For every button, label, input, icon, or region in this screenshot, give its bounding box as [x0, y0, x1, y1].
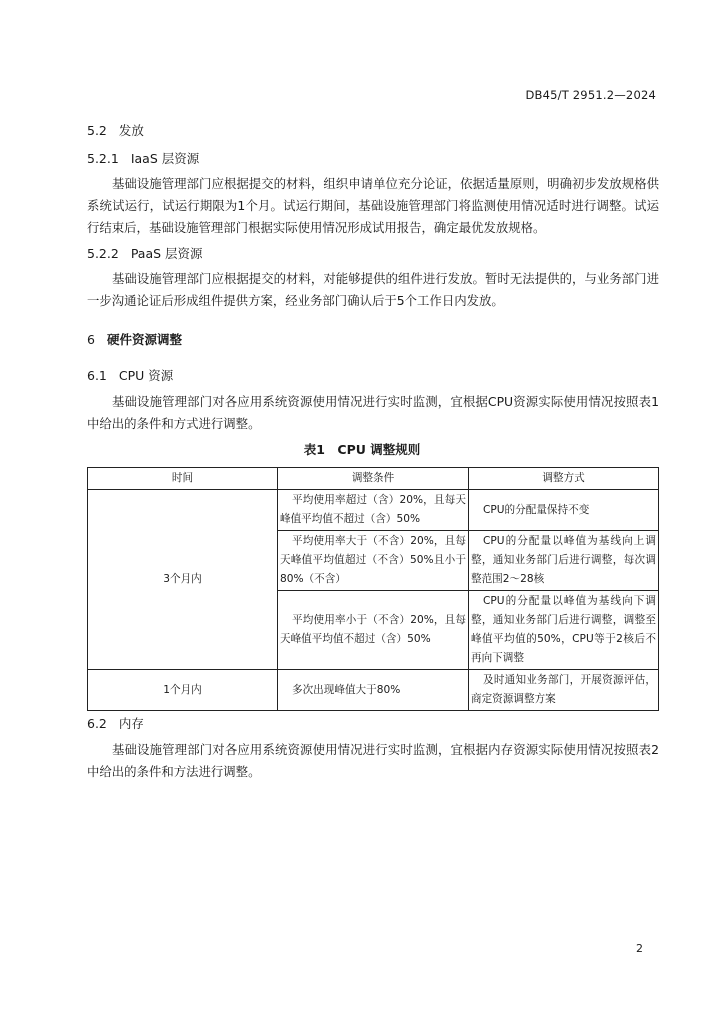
header-condition: 调整条件 [278, 468, 469, 490]
heading-title: CPU 资源 [118, 368, 174, 383]
heading-number: 5.2 [87, 123, 107, 138]
heading-number: 5.2.1 [87, 151, 119, 166]
header-method: 调整方式 [469, 468, 659, 490]
cell-condition: 多次出现峰值大于80% [278, 670, 469, 711]
cpu-adjustment-table [87, 467, 659, 711]
heading-6 [87, 330, 182, 348]
heading-title: 内存 [118, 716, 144, 731]
paragraph-5-2-1: 基础设施管理部门应根据提交的材料，组织申请单位充分论证，依据适量原则，明确初步发放规格供系统试运行，试运行期限为1个月。试运行期间，基础设施管理部门将监测使用情况适时进行调整。试运行结束后，基础设施管理部门根据实际使用情况形成试用报告，确定最优发放规格。 [87, 176, 659, 235]
heading-title: IaaS 层资源 [130, 151, 200, 166]
cell-method: CPU的分配量以峰值为基线向上调整，通知业务部门后进行调整，每次调整范围2～28核 [469, 531, 659, 591]
table-header-row [88, 468, 659, 490]
paragraph-5-2-2: 基础设施管理部门应根据提交的材料，对能够提供的组件进行发放。暂时无法提供的，与业务部门进一步沟通论证后形成组件提供方案，经业务部门确认后于5个工作日内发放。 [87, 271, 659, 308]
page-number: 2 [636, 942, 643, 955]
heading-number: 6 [87, 332, 95, 347]
paragraph-6-2: 基础设施管理部门对各应用系统资源使用情况进行实时监测，宜根据内存资源实际使用情况按照表2中给出的条件和方法进行调整。 [87, 742, 659, 779]
cell-condition: 平均使用率超过（含）20%，且每天峰值平均值不超过（含）50% [278, 490, 469, 531]
heading-number: 6.2 [87, 716, 107, 731]
table-row [88, 670, 659, 711]
cell-time: 3个月内 [88, 490, 278, 670]
document-code: DB45/T 2951.2—2024 [525, 88, 656, 102]
heading-6-2 [87, 714, 144, 732]
table-row [88, 490, 659, 531]
cell-condition: 平均使用率小于（不含）20%，且每天峰值平均值不超过（含）50% [278, 591, 469, 670]
heading-title: 硬件资源调整 [106, 332, 182, 347]
heading-5-2-2 [87, 244, 203, 262]
heading-number: 6.1 [87, 368, 107, 383]
header-time: 时间 [88, 468, 278, 490]
table-caption: 表1 CPU 调整规则 [303, 442, 421, 457]
heading-title: 发放 [118, 123, 144, 138]
cell-method: 及时通知业务部门，开展资源评估，商定资源调整方案 [469, 670, 659, 711]
cell-condition: 平均使用率大于（不含）20%，且每天峰值平均值超过（不含）50%且小于80%（不含） [278, 531, 469, 591]
cell-method: CPU的分配量保持不变 [469, 490, 659, 531]
heading-5-2-1 [87, 149, 199, 167]
heading-number: 5.2.2 [87, 246, 119, 261]
heading-title: PaaS 层资源 [130, 246, 203, 261]
cell-time: 1个月内 [88, 670, 278, 711]
heading-6-1 [87, 366, 173, 384]
heading-5-2 [87, 121, 144, 139]
cell-method: CPU的分配量以峰值为基线向下调整，通知业务部门后进行调整，调整至峰值平均值的50%，CPU等于2核后不再向下调整 [469, 591, 659, 670]
paragraph-6-1: 基础设施管理部门对各应用系统资源使用情况进行实时监测，宜根据CPU资源实际使用情况按照表1中给出的条件和方式进行调整。 [87, 394, 659, 431]
